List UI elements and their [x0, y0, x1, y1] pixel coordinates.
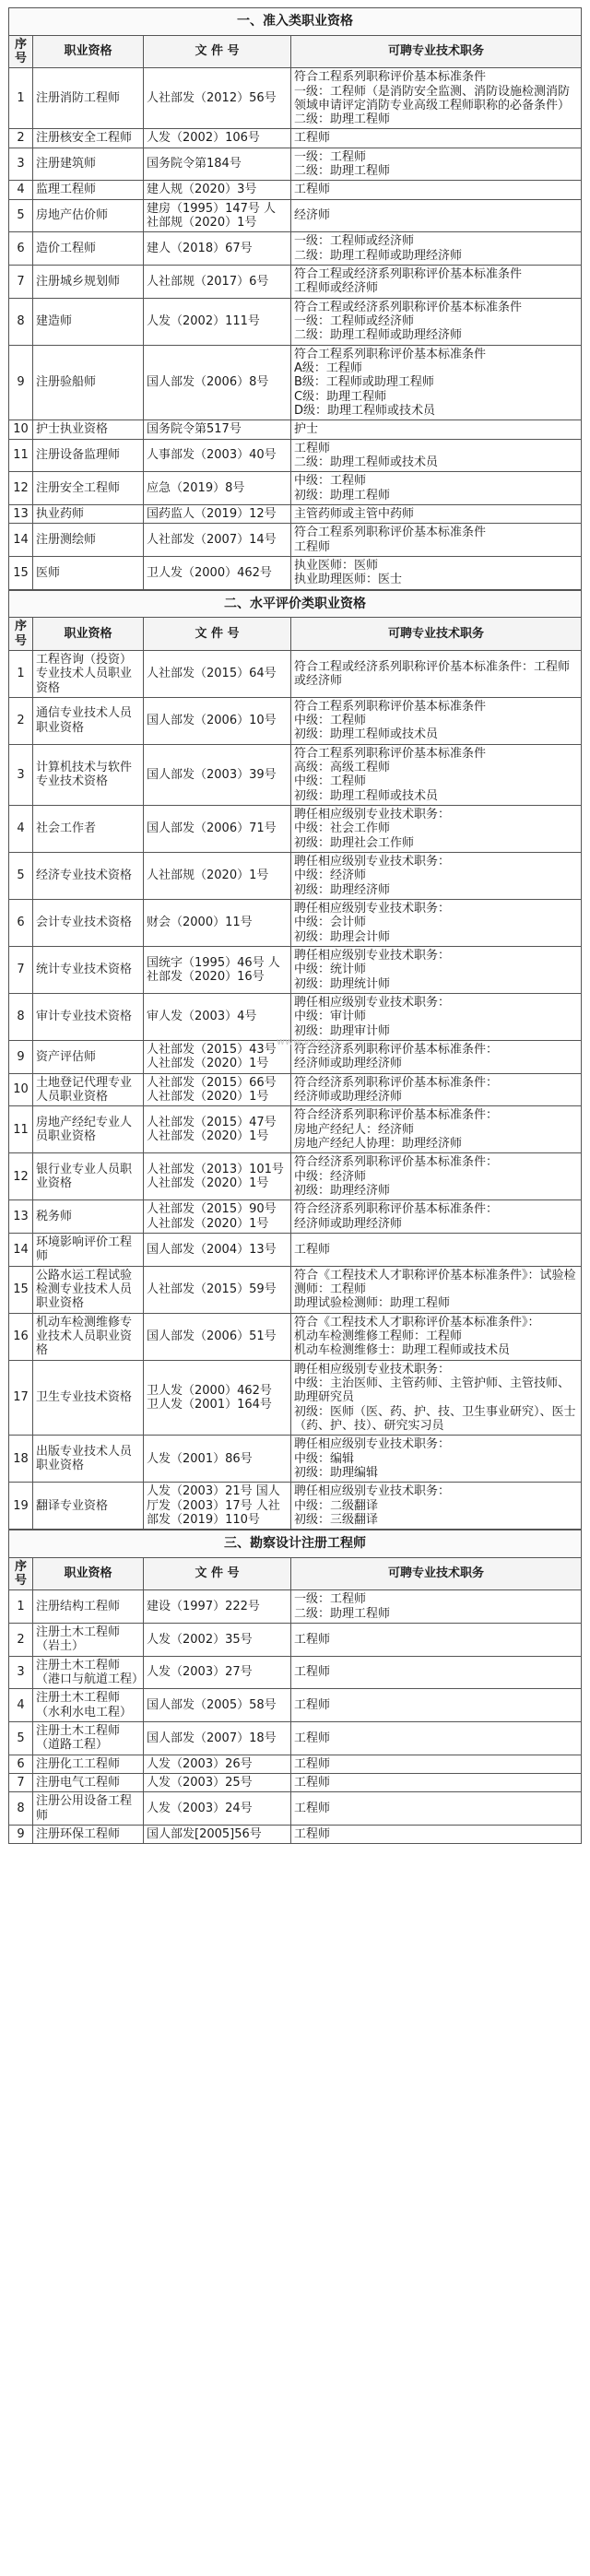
row-doc-number: 国务院令第184号 [144, 148, 291, 181]
row-doc-number: 人发（2001）86号 [144, 1436, 291, 1483]
table-row [9, 1073, 582, 1106]
row-seq: 3 [9, 148, 33, 181]
row-seq: 6 [9, 1755, 33, 1773]
qualification-table [8, 590, 582, 1530]
row-qualification: 注册土木工程师（道路工程） [33, 1722, 144, 1755]
row-doc-number: 人发（2003）27号 [144, 1656, 291, 1689]
table-row [9, 439, 582, 472]
row-doc-number: 人社部发（2015）43号 人社部发（2020）1号 [144, 1041, 291, 1074]
table-row [9, 1774, 582, 1792]
table-row [9, 68, 582, 129]
row-qualification: 工程咨询（投资）专业技术人员职业资格 [33, 650, 144, 697]
row-doc-number: 卫人发（2000）462号 [144, 557, 291, 590]
row-positions: 聘任相应级别专业技术职务： 中级：审计师 初级：助理审计师 [291, 994, 582, 1041]
table-row [9, 1266, 582, 1313]
row-qualification: 房地产经纪专业人员职业资格 [33, 1106, 144, 1153]
row-qualification: 卫生专业技术资格 [33, 1360, 144, 1436]
row-seq: 2 [9, 697, 33, 744]
row-doc-number: 人发（2003）21号 国人厅发（2003）17号 人社部发（2019）110号 [144, 1483, 291, 1530]
table-row [9, 1825, 582, 1843]
row-seq: 17 [9, 1360, 33, 1436]
row-positions: 工程师 [291, 129, 582, 148]
row-doc-number: 国统字（1995）46号 人社部发（2020）16号 [144, 947, 291, 994]
row-seq: 14 [9, 524, 33, 557]
row-doc-number: 国人部发（2006）71号 [144, 806, 291, 853]
row-positions: 工程师 [291, 1722, 582, 1755]
row-qualification: 注册建筑师 [33, 148, 144, 181]
row-qualification: 注册环保工程师 [33, 1825, 144, 1843]
row-positions: 一级：工程师或经济师 二级：助理工程师或助理经济师 [291, 232, 582, 266]
row-positions: 符合《工程技术人才职称评价基本标准条件》： 机动车检测维修工程师：工程师 机动车检测维修士：助理工程师或技术员 [291, 1313, 582, 1360]
header-positions: 可聘专业技术职务 [291, 1557, 582, 1590]
row-doc-number: 人事部发（2003）40号 [144, 439, 291, 472]
row-seq: 10 [9, 1073, 33, 1106]
row-positions: 符合经济系列职称评价基本标准条件： 经济师或助理经济师 [291, 1073, 582, 1106]
row-qualification: 建造师 [33, 298, 144, 345]
header-row [9, 1557, 582, 1590]
row-seq: 5 [9, 853, 33, 900]
table-row [9, 1689, 582, 1722]
row-qualification: 税务师 [33, 1200, 144, 1234]
qualification-table [8, 7, 582, 590]
row-doc-number: 人发（2002）35号 [144, 1624, 291, 1657]
row-qualification: 注册安全工程师 [33, 472, 144, 505]
table-row [9, 650, 582, 697]
row-seq: 11 [9, 1106, 33, 1153]
row-qualification: 出版专业技术人员职业资格 [33, 1436, 144, 1483]
row-qualification: 护士执业资格 [33, 420, 144, 439]
row-doc-number: 财会（2000）11号 [144, 900, 291, 947]
row-seq: 3 [9, 744, 33, 805]
row-positions: 一级：工程师 二级：助理工程师 [291, 148, 582, 181]
row-qualification: 翻译专业资格 [33, 1483, 144, 1530]
row-seq: 2 [9, 129, 33, 148]
row-qualification: 房地产估价师 [33, 199, 144, 232]
row-doc-number: 人社部发（2012）56号 [144, 68, 291, 129]
table-row [9, 232, 582, 266]
row-doc-number: 人发（2003）24号 [144, 1792, 291, 1826]
row-seq: 4 [9, 181, 33, 199]
row-positions: 符合经济系列职称评价基本标准条件： 房地产经纪人：经济师 房地产经纪人协理：助理经济师 [291, 1106, 582, 1153]
row-doc-number: 人社部规（2017）6号 [144, 266, 291, 299]
table-row [9, 994, 582, 1041]
row-positions: 符合工程系列职称评价基本标准条件 一级：工程师（是消防安全监测、消防设施检测消防领域申请评定消防专业高级工程师职称的必备条件） 二级：助理工程师 [291, 68, 582, 129]
table-row [9, 947, 582, 994]
row-positions: 符合经济系列职称评价基本标准条件： 中级：经济师 初级：助理经济师 [291, 1153, 582, 1200]
table-row [9, 1200, 582, 1234]
row-doc-number: 审人发（2003）4号 [144, 994, 291, 1041]
row-seq: 5 [9, 199, 33, 232]
row-positions: 符合工程或经济系列职称评价基本标准条件 一级：工程师或经济师 二级：助理工程师或助理经济师 [291, 298, 582, 345]
row-qualification: 注册土木工程师（港口与航道工程） [33, 1656, 144, 1689]
table-row [9, 148, 582, 181]
row-seq: 15 [9, 557, 33, 590]
row-qualification: 审计专业技术资格 [33, 994, 144, 1041]
row-doc-number: 人社部发（2015）90号 人社部发（2020）1号 [144, 1200, 291, 1234]
row-doc-number: 应急（2019）8号 [144, 472, 291, 505]
row-seq: 3 [9, 1656, 33, 1689]
row-qualification: 注册结构工程师 [33, 1590, 144, 1624]
row-qualification: 注册化工工程师 [33, 1755, 144, 1773]
row-doc-number: 建人规（2020）3号 [144, 181, 291, 199]
row-qualification: 注册城乡规划师 [33, 266, 144, 299]
table-row [9, 420, 582, 439]
header-seq: 序号 [9, 35, 33, 68]
row-seq: 15 [9, 1266, 33, 1313]
row-positions: 一级：工程师 二级：助理工程师 [291, 1590, 582, 1624]
header-qualification: 职业资格 [33, 35, 144, 68]
header-row [9, 35, 582, 68]
row-positions: 符合工程或经济系列职称评价基本标准条件：工程师或经济师 [291, 650, 582, 697]
row-seq: 12 [9, 472, 33, 505]
row-positions: 符合经济系列职称评价基本标准条件： 经济师或助理经济师 [291, 1041, 582, 1074]
row-seq: 4 [9, 806, 33, 853]
row-positions: 工程师 [291, 1774, 582, 1792]
row-doc-number: 人社部发（2007）14号 [144, 524, 291, 557]
row-doc-number: 建人（2018）67号 [144, 232, 291, 266]
row-positions: 聘任相应级别专业技术职务： 中级：编辑 初级：助理编辑 [291, 1436, 582, 1483]
row-seq: 14 [9, 1233, 33, 1266]
row-positions: 符合工程系列职称评价基本标准条件 工程师 [291, 524, 582, 557]
row-seq: 7 [9, 947, 33, 994]
row-seq: 11 [9, 439, 33, 472]
row-doc-number: 国人部发（2007）18号 [144, 1722, 291, 1755]
table-row [9, 524, 582, 557]
header-doc-number: 文 件 号 [144, 1557, 291, 1590]
table-row [9, 1483, 582, 1530]
table-row [9, 505, 582, 524]
row-doc-number: 人发（2003）26号 [144, 1755, 291, 1773]
row-positions: 工程师 [291, 1689, 582, 1722]
row-doc-number: 人发（2002）106号 [144, 129, 291, 148]
row-positions: 工程师 [291, 1233, 582, 1266]
row-doc-number: 人社部发（2013）101号 人社部发（2020）1号 [144, 1153, 291, 1200]
row-qualification: 土地登记代理专业人员职业资格 [33, 1073, 144, 1106]
row-doc-number: 人发（2003）25号 [144, 1774, 291, 1792]
table-row [9, 1792, 582, 1826]
row-positions: 符合经济系列职称评价基本标准条件： 经济师或助理经济师 [291, 1200, 582, 1234]
row-seq: 7 [9, 266, 33, 299]
table-row [9, 1624, 582, 1657]
row-positions: 聘任相应级别专业技术职务： 中级：统计师 初级：助理统计师 [291, 947, 582, 994]
row-doc-number: 国人部发（2006）8号 [144, 345, 291, 420]
table-row [9, 557, 582, 590]
row-positions: 聘任相应级别专业技术职务： 中级：二级翻译 初级：三级翻译 [291, 1483, 582, 1530]
row-qualification: 统计专业技术资格 [33, 947, 144, 994]
row-positions: 工程师 二级：助理工程师或技术员 [291, 439, 582, 472]
row-doc-number: 人社部发（2015）59号 [144, 1266, 291, 1313]
row-qualification: 注册电气工程师 [33, 1774, 144, 1792]
row-seq: 1 [9, 68, 33, 129]
row-seq: 9 [9, 1825, 33, 1843]
row-positions: 经济师 [291, 199, 582, 232]
section-title: 三、勘察设计注册工程师 [9, 1530, 582, 1558]
row-seq: 19 [9, 1483, 33, 1530]
row-positions: 聘任相应级别专业技术职务： 中级：主治医师、主管药师、主管护师、主管技师、助理研究员 初级：医师（医、药、护、技、卫生事业研究）、医士（药、护、技）、研究实习员 [291, 1360, 582, 1436]
row-qualification: 注册核安全工程师 [33, 129, 144, 148]
row-seq: 16 [9, 1313, 33, 1360]
row-qualification: 会计专业技术资格 [33, 900, 144, 947]
table-row [9, 1153, 582, 1200]
row-qualification: 注册验船师 [33, 345, 144, 420]
row-doc-number: 卫人发（2000）462号 卫人发（2001）164号 [144, 1360, 291, 1436]
table-row [9, 1106, 582, 1153]
table-row [9, 129, 582, 148]
table-row [9, 1755, 582, 1773]
table-row [9, 744, 582, 805]
row-seq: 6 [9, 232, 33, 266]
row-seq: 1 [9, 650, 33, 697]
row-seq: 8 [9, 994, 33, 1041]
table-row [9, 345, 582, 420]
row-qualification: 注册设备监理师 [33, 439, 144, 472]
table-row [9, 1313, 582, 1360]
table-row [9, 1041, 582, 1074]
row-qualification: 注册土木工程师（岩土） [33, 1624, 144, 1657]
row-doc-number: 国人部发（2006）10号 [144, 697, 291, 744]
row-positions: 符合工程系列职称评价基本标准条件 高级：高级工程师 中级：工程师 初级：助理工程师或技术员 [291, 744, 582, 805]
row-qualification: 机动车检测维修专业技术人员职业资格 [33, 1313, 144, 1360]
table-row [9, 1436, 582, 1483]
row-seq: 8 [9, 298, 33, 345]
row-doc-number: 国人部发（2006）51号 [144, 1313, 291, 1360]
row-positions: 护士 [291, 420, 582, 439]
header-doc-number: 文 件 号 [144, 618, 291, 651]
header-doc-number: 文 件 号 [144, 35, 291, 68]
row-seq: 12 [9, 1153, 33, 1200]
row-qualification: 执业药师 [33, 505, 144, 524]
row-qualification: 注册土木工程师（水利水电工程） [33, 1689, 144, 1722]
row-doc-number: 人社部发（2015）47号 人社部发（2020）1号 [144, 1106, 291, 1153]
row-doc-number: 人社部发（2015）64号 [144, 650, 291, 697]
row-qualification: 注册公用设备工程师 [33, 1792, 144, 1826]
row-seq: 7 [9, 1774, 33, 1792]
table-row [9, 472, 582, 505]
row-doc-number: 国务院令第517号 [144, 420, 291, 439]
row-doc-number: 建设（1997）222号 [144, 1590, 291, 1624]
row-positions: 工程师 [291, 181, 582, 199]
row-positions: 工程师 [291, 1792, 582, 1826]
row-seq: 10 [9, 420, 33, 439]
row-seq: 9 [9, 1041, 33, 1074]
row-doc-number: 建房（1995）147号 人社部规（2020）1号 [144, 199, 291, 232]
row-positions: 中级：工程师 初级：助理工程师 [291, 472, 582, 505]
row-qualification: 银行业专业人员职业资格 [33, 1153, 144, 1200]
header-seq: 序号 [9, 1557, 33, 1590]
table-row [9, 900, 582, 947]
row-doc-number: 国人部发（2003）39号 [144, 744, 291, 805]
row-positions: 主管药师或主管中药师 [291, 505, 582, 524]
row-doc-number: 国人部发（2005）58号 [144, 1689, 291, 1722]
row-positions: 工程师 [291, 1825, 582, 1843]
header-positions: 可聘专业技术职务 [291, 35, 582, 68]
row-positions: 符合工程或经济系列职称评价基本标准条件 工程师或经济师 [291, 266, 582, 299]
section-title: 一、准入类职业资格 [9, 8, 582, 36]
row-seq: 13 [9, 505, 33, 524]
row-positions: 符合工程系列职称评价基本标准条件 A级：工程师 B级：工程师或助理工程师 C级：助理工程师 D级：助理工程师或技术员 [291, 345, 582, 420]
table-row [9, 181, 582, 199]
row-doc-number: 人社部规（2020）1号 [144, 853, 291, 900]
row-doc-number: 国人部发（2004）13号 [144, 1233, 291, 1266]
row-qualification: 经济专业技术资格 [33, 853, 144, 900]
row-seq: 4 [9, 1689, 33, 1722]
header-qualification: 职业资格 [33, 618, 144, 651]
qualification-document [8, 0, 582, 1844]
table-row [9, 1360, 582, 1436]
header-qualification: 职业资格 [33, 1557, 144, 1590]
row-seq: 8 [9, 1792, 33, 1826]
row-positions: 符合工程系列职称评价基本标准条件 中级：工程师 初级：助理工程师或技术员 [291, 697, 582, 744]
table-row [9, 1233, 582, 1266]
section-title: 二、水平评价类职业资格 [9, 590, 582, 618]
row-positions: 聘任相应级别专业技术职务： 中级：经济师 初级：助理经济师 [291, 853, 582, 900]
row-doc-number: 国人部发[2005]56号 [144, 1825, 291, 1843]
row-positions: 符合《工程技术人才职称评价基本标准条件》：试验检测师：工程师 助理试验检测师：助理工程师 [291, 1266, 582, 1313]
watermark: www.vgx.cn [277, 1035, 337, 1047]
table-row [9, 697, 582, 744]
table-row [9, 1590, 582, 1624]
table-row [9, 806, 582, 853]
row-positions: 聘任相应级别专业技术职务： 中级：社会工作师 初级：助理社会工作师 [291, 806, 582, 853]
header-seq: 序号 [9, 618, 33, 651]
table-row [9, 1722, 582, 1755]
row-qualification: 注册测绘师 [33, 524, 144, 557]
table-row [9, 853, 582, 900]
row-qualification: 通信专业技术人员职业资格 [33, 697, 144, 744]
table-row [9, 1656, 582, 1689]
row-doc-number: 人社部发（2015）66号 人社部发（2020）1号 [144, 1073, 291, 1106]
row-seq: 2 [9, 1624, 33, 1657]
row-qualification: 计算机技术与软件专业技术资格 [33, 744, 144, 805]
row-doc-number: 国药监人（2019）12号 [144, 505, 291, 524]
row-qualification: 造价工程师 [33, 232, 144, 266]
row-seq: 18 [9, 1436, 33, 1483]
header-row [9, 618, 582, 651]
row-seq: 13 [9, 1200, 33, 1234]
row-qualification: 社会工作者 [33, 806, 144, 853]
row-qualification: 资产评估师 [33, 1041, 144, 1074]
qualification-table [8, 1530, 582, 1844]
table-row [9, 266, 582, 299]
row-qualification: 监理工程师 [33, 181, 144, 199]
row-doc-number: 人发（2002）111号 [144, 298, 291, 345]
row-positions: 执业医师：医师 执业助理医师：医士 [291, 557, 582, 590]
row-positions: 工程师 [291, 1755, 582, 1773]
row-qualification: 注册消防工程师 [33, 68, 144, 129]
row-qualification: 医师 [33, 557, 144, 590]
row-seq: 9 [9, 345, 33, 420]
row-qualification: 环境影响评价工程师 [33, 1233, 144, 1266]
row-seq: 1 [9, 1590, 33, 1624]
table-row [9, 298, 582, 345]
row-seq: 5 [9, 1722, 33, 1755]
header-positions: 可聘专业技术职务 [291, 618, 582, 651]
row-positions: 聘任相应级别专业技术职务： 中级：会计师 初级：助理会计师 [291, 900, 582, 947]
row-positions: 工程师 [291, 1624, 582, 1657]
table-row [9, 199, 582, 232]
row-qualification: 公路水运工程试验检测专业技术人员职业资格 [33, 1266, 144, 1313]
row-positions: 工程师 [291, 1656, 582, 1689]
row-seq: 6 [9, 900, 33, 947]
